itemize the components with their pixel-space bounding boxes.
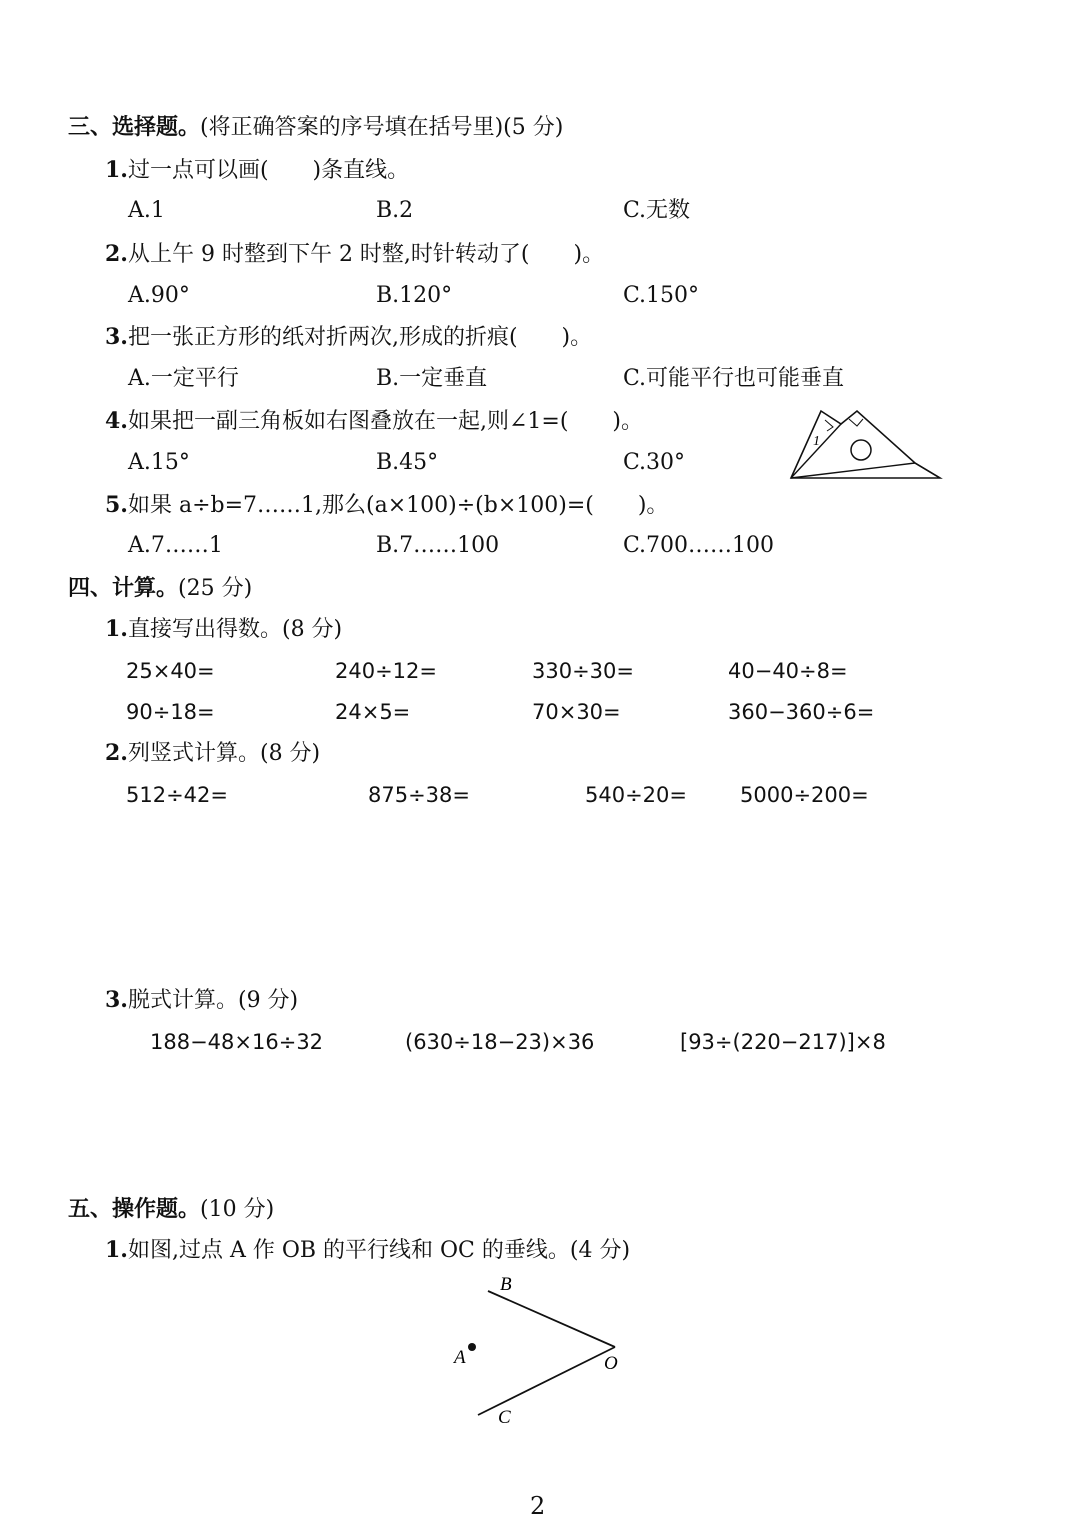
angle-figure bbox=[440, 1265, 640, 1435]
question-5 bbox=[105, 490, 668, 521]
question-number: 1. bbox=[105, 157, 128, 183]
section-3-title: 三、选择题。 bbox=[68, 114, 201, 140]
part-number: 3. bbox=[105, 987, 128, 1013]
part-title: 脱式计算。 bbox=[127, 988, 238, 1013]
oral-calc-item: 330÷30= bbox=[532, 659, 634, 683]
label-a: A bbox=[454, 1347, 466, 1368]
vertical-calc-item: 5000÷200= bbox=[740, 783, 869, 807]
part-points: (9 分) bbox=[237, 988, 299, 1013]
operation-question-1 bbox=[105, 1235, 630, 1266]
part-number: 2. bbox=[105, 740, 128, 766]
part-points: (8 分) bbox=[281, 617, 343, 642]
label-b: B bbox=[500, 1274, 512, 1295]
option-c: C.150° bbox=[623, 283, 700, 308]
oral-calc-item: 70×30= bbox=[532, 700, 621, 724]
triangle-set-figure bbox=[785, 405, 945, 485]
question-1 bbox=[105, 155, 409, 186]
vertical-calc-item: 540÷20= bbox=[585, 783, 687, 807]
part-points: (8 分) bbox=[259, 741, 321, 766]
label-c: C bbox=[498, 1407, 511, 1428]
question-number: 2. bbox=[105, 241, 128, 267]
option-b: B.一定垂直 bbox=[376, 366, 488, 391]
page-number: 2 bbox=[530, 1492, 546, 1520]
section-5-title: 五、操作题。 bbox=[68, 1196, 201, 1222]
option-a: A.15° bbox=[128, 450, 190, 475]
option-b: B.45° bbox=[376, 450, 439, 475]
oral-calc-item: 25×40= bbox=[126, 659, 215, 683]
section-3-heading bbox=[68, 112, 563, 143]
option-b: B.120° bbox=[376, 283, 453, 308]
vertical-calc-item: 875÷38= bbox=[368, 783, 470, 807]
vertical-calc-item: 512÷42= bbox=[126, 783, 228, 807]
step-calc-item: [93÷(220−217)]×8 bbox=[680, 1030, 886, 1054]
ray-oc bbox=[478, 1347, 615, 1415]
option-b: B.7……100 bbox=[376, 533, 500, 558]
question-text: 把一张正方形的纸对折两次,形成的折痕( )。 bbox=[127, 325, 593, 350]
oral-calc-item: 360−360÷6= bbox=[728, 700, 875, 724]
option-c: C.30° bbox=[623, 450, 686, 475]
angle-1-label: 1 bbox=[813, 434, 820, 449]
option-a: A.1 bbox=[128, 198, 165, 223]
part-number: 1. bbox=[105, 616, 128, 642]
section-5-note: (10 分) bbox=[200, 1197, 275, 1222]
right-angle-mark bbox=[849, 419, 863, 426]
oral-calc-item: 40−40÷8= bbox=[728, 659, 848, 683]
oral-calc-item: 24×5= bbox=[335, 700, 411, 724]
section-4-note: (25 分) bbox=[178, 576, 253, 601]
calc-part-2 bbox=[105, 738, 320, 769]
section-4-heading bbox=[68, 573, 252, 604]
ray-ob bbox=[488, 1291, 615, 1347]
question-text: 如图,过点 A 作 OB 的平行线和 OC 的垂线。(4 分) bbox=[127, 1238, 631, 1263]
question-number: 5. bbox=[105, 492, 128, 518]
question-number: 1. bbox=[105, 1237, 128, 1263]
part-title: 列竖式计算。 bbox=[127, 741, 260, 766]
question-text: 过一点可以画( )条直线。 bbox=[127, 158, 410, 183]
question-4 bbox=[105, 406, 643, 437]
calc-part-3 bbox=[105, 985, 298, 1016]
label-o: O bbox=[604, 1353, 618, 1374]
option-b: B.2 bbox=[376, 198, 414, 223]
triangle-edge bbox=[791, 424, 841, 478]
calc-part-1 bbox=[105, 614, 342, 645]
option-c: C.700……100 bbox=[623, 533, 775, 558]
question-2 bbox=[105, 239, 604, 270]
question-text: 从上午 9 时整到下午 2 时整,时针转动了( )。 bbox=[127, 242, 605, 267]
part-title: 直接写出得数。 bbox=[127, 617, 282, 642]
oral-calc-item: 90÷18= bbox=[126, 700, 215, 724]
section-4-title: 四、计算。 bbox=[68, 575, 179, 601]
option-c: C.可能平行也可能垂直 bbox=[623, 366, 845, 391]
section-3-note: (将正确答案的序号填在括号里)(5 分) bbox=[200, 115, 564, 140]
option-a: A.7……1 bbox=[128, 533, 223, 558]
question-3 bbox=[105, 322, 592, 353]
step-calc-item: 188−48×16÷32 bbox=[150, 1030, 324, 1054]
point-a bbox=[468, 1343, 476, 1351]
option-a: A.一定平行 bbox=[128, 366, 239, 391]
question-number: 4. bbox=[105, 408, 128, 434]
question-number: 3. bbox=[105, 324, 128, 350]
triangle-hole-circle bbox=[851, 440, 871, 460]
triangle-edge bbox=[791, 463, 915, 478]
step-calc-item: (630÷18−23)×36 bbox=[405, 1030, 595, 1054]
oral-calc-item: 240÷12= bbox=[335, 659, 437, 683]
question-text: 如果 a÷b=7……1,那么(a×100)÷(b×100)=( )。 bbox=[127, 493, 669, 518]
right-angle-mark bbox=[825, 420, 833, 431]
section-5-heading bbox=[68, 1194, 274, 1225]
option-c: C.无数 bbox=[623, 198, 691, 223]
question-text: 如果把一副三角板如右图叠放在一起,则∠1=( )。 bbox=[127, 409, 643, 434]
option-a: A.90° bbox=[128, 283, 190, 308]
triangle-edge bbox=[915, 463, 940, 478]
